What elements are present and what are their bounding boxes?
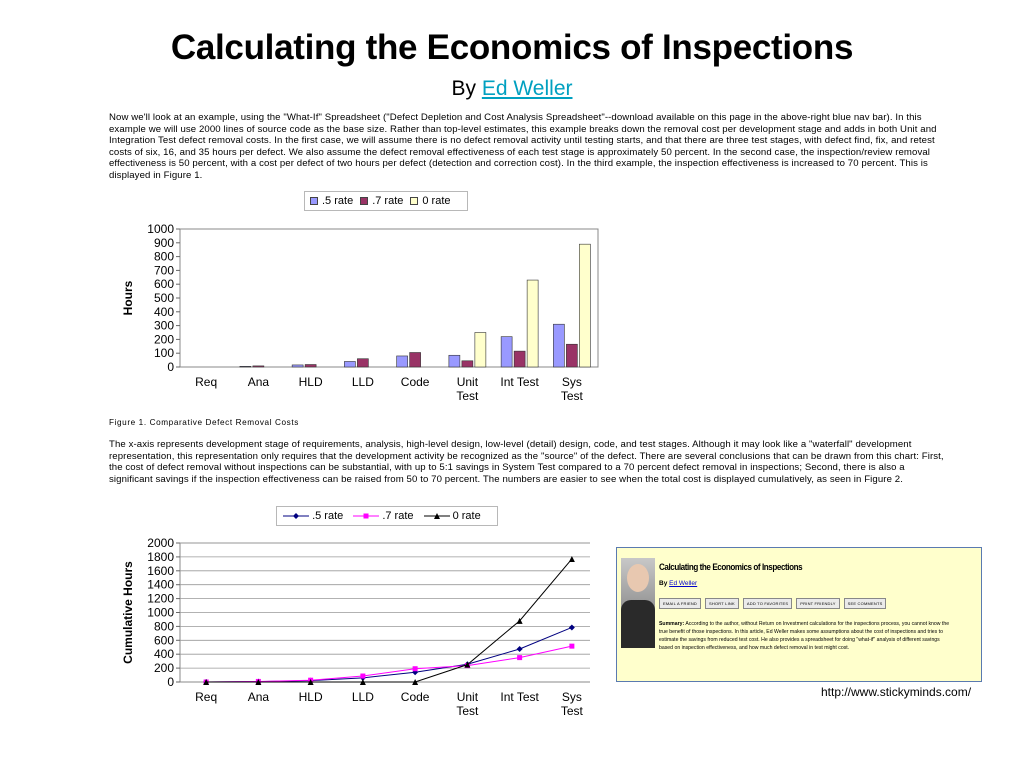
bar-chart — [110, 220, 610, 410]
bar — [462, 361, 473, 367]
legend-item — [283, 510, 343, 522]
legend-marker-0 — [283, 512, 309, 520]
legend-label: 0 rate — [422, 195, 451, 207]
y-tick-label: 1600 — [147, 563, 174, 578]
author-photo-suit — [621, 600, 655, 648]
data-point — [413, 666, 418, 671]
line-chart-legend — [276, 506, 498, 526]
add-favorites-button[interactable]: ADD TO FAVORITES — [743, 598, 792, 609]
thumbnail-title: Calculating the Economics of Inspections — [659, 562, 803, 573]
x-tick-label: Ana — [247, 375, 270, 389]
y-tick-label: 1800 — [147, 549, 174, 564]
x-tick-label: LLD — [351, 375, 374, 389]
y-tick-label: 700 — [153, 263, 174, 278]
legend-swatch-1 — [360, 197, 368, 205]
x-tick-label: Req — [195, 690, 218, 704]
data-point — [569, 644, 574, 649]
y-tick-label: 2000 — [147, 536, 174, 550]
x-tick-label: Req — [195, 375, 218, 389]
by-label: By — [451, 77, 476, 100]
x-tick-label: Unit — [456, 375, 479, 389]
y-tick-label: 500 — [153, 291, 174, 305]
x-tick-label: Int Test — [500, 375, 539, 389]
y-tick-label: 100 — [153, 346, 174, 361]
y-tick-label: 400 — [153, 647, 174, 662]
y-tick-label: 300 — [153, 318, 174, 333]
line-chart — [110, 535, 590, 720]
legend-label: .5 rate — [322, 195, 354, 207]
y-tick-label: 1000 — [147, 605, 174, 620]
x-tick-label: Code — [400, 375, 430, 389]
analysis-paragraph: The x-axis represents development stage of requirements, analysis, high-level design, low-level (detail) design, code, and test stages. Although it may look like a "waterfall" development representation, this representation only requires that the development activity be recognized as the "source" of the defect. There are several conclusions that can be drawn from this chart: First, the cost of defect removal without inspections can be substantial, with up to 5:1 savings in System Test compared to a 70 percent defect removal in inspections; Second, there is also a significant savings if the inspection effectiveness can be raised from 50 to 70 percent. The numbers are easier to see when the total cost is displayed cumulatively, as seen in Figure 2. — [109, 439, 944, 485]
x-tick-label: Test — [560, 704, 583, 718]
legend-item — [360, 195, 403, 207]
bar — [514, 351, 525, 367]
y-tick-label: 0 — [167, 360, 174, 374]
y-tick-label: 1200 — [147, 591, 174, 606]
bar — [553, 324, 564, 367]
bar — [475, 333, 486, 368]
bar — [253, 366, 264, 367]
intro-paragraph: Now we'll look at an example, using the "What-If" Spreadsheet ("Defect Depletion and Cost Analysis Spreadsheet"--download available on this page in the above-right blue nav bar). In this example we will use 2000 lines of source code as the base size. Rather than top-level estimates, this example breaks down the removal cost per development stage and adds in both Unit and Integration Test defect removal costs. In the first case, we will assume there is no defect removal activity until testing starts, and that there are three test stages, with defect find, fix, and retest costs of six, 16, and 35 hours per defect. We also assume the defect removal effectiveness of each test stage is approximately 50 percent. In the second case, the inspection/review removal effectiveness is 50 percent, with a cost per defect of two hours per defect (detection and correction cost). In the third example, the inspection effectiveness is increased to 70 percent. This is displayed in Figure 1. — [109, 112, 937, 181]
x-tick-label: Test — [560, 389, 583, 403]
bar — [410, 353, 421, 367]
thumbnail-byline — [659, 580, 697, 587]
summary-label: Summary: — [659, 621, 685, 627]
y-tick-label: 800 — [153, 619, 174, 634]
bar — [449, 355, 460, 367]
source-url[interactable]: http://www.stickyminds.com/ — [821, 685, 972, 699]
article-thumbnail — [616, 547, 982, 682]
x-tick-label: HLD — [298, 375, 323, 389]
bar — [566, 344, 577, 367]
bar — [501, 337, 512, 367]
bar — [240, 366, 251, 367]
bar — [357, 359, 368, 367]
email-friend-button[interactable]: EMAIL A FRIEND — [659, 598, 701, 609]
bar — [305, 365, 316, 367]
x-tick-label: Test — [456, 704, 479, 718]
legend-label: .7 rate — [372, 195, 404, 207]
thumbnail-button-row — [659, 598, 890, 609]
print-friendly-button[interactable]: PRINT FRIENDLY — [796, 598, 839, 609]
author-photo-face — [627, 564, 649, 592]
legend-label: .7 rate — [382, 510, 414, 522]
legend-marker-2 — [424, 512, 450, 520]
x-tick-label: HLD — [298, 690, 323, 704]
x-tick-label: Int Test — [500, 690, 539, 704]
y-tick-label: 200 — [153, 661, 174, 676]
bar — [579, 244, 590, 367]
legend-marker-1 — [353, 512, 379, 520]
data-point — [360, 674, 365, 679]
data-point — [517, 655, 522, 660]
legend-label: 0 rate — [452, 510, 481, 522]
byline — [0, 76, 1024, 102]
legend-swatch-0 — [310, 197, 318, 205]
legend-item — [424, 510, 481, 522]
legend-item — [353, 510, 413, 522]
y-tick-label: 400 — [153, 304, 174, 319]
bar-chart-legend — [304, 191, 468, 211]
summary-text: According to the author, without Return on Investment calculations for the inspections process, you cannot know the true benefit of those inspections. In this article, Ed Weller makes some assumptions about the cost of inspections and tries to estimate the savings from reduced test cost. He also provides a spreadsheet for doing "what-if" analysis of different savings based on inspection effectiveness, and how much defect removal in test might cost. — [659, 621, 950, 651]
y-tick-label: 900 — [153, 235, 174, 250]
y-axis-label: Hours — [121, 280, 135, 316]
thumbnail-summary — [659, 620, 953, 652]
x-tick-label: Code — [400, 690, 430, 704]
legend-label: .5 rate — [312, 510, 344, 522]
y-axis-label: Cumulative Hours — [121, 561, 135, 664]
bar — [344, 361, 355, 367]
y-tick-label: 800 — [153, 249, 174, 264]
legend-swatch-2 — [410, 197, 418, 205]
author-link[interactable]: Ed Weller — [481, 77, 573, 100]
bar — [527, 280, 538, 367]
y-tick-label: 1000 — [147, 222, 174, 236]
y-tick-label: 600 — [153, 277, 174, 292]
y-tick-label: 0 — [167, 675, 174, 689]
figure-caption: Figure 1. Comparative Defect Removal Costs — [109, 418, 299, 427]
legend-item — [410, 195, 450, 207]
x-tick-label: Ana — [247, 690, 270, 704]
bar — [397, 356, 408, 367]
x-tick-label: LLD — [351, 690, 374, 704]
y-tick-label: 1400 — [147, 577, 174, 592]
y-tick-label: 200 — [153, 332, 174, 347]
bar — [292, 365, 303, 367]
x-tick-label: Unit — [456, 690, 479, 704]
thumbnail-by-label: By — [659, 580, 668, 587]
thumbnail-author-link[interactable]: Ed Weller — [669, 580, 698, 587]
y-tick-label: 600 — [153, 633, 174, 648]
x-tick-label: Sys — [561, 690, 582, 704]
x-tick-label: Test — [456, 389, 479, 403]
page-title: Calculating the Economics of Inspections — [170, 28, 854, 67]
short-link-button[interactable]: SHORT LINK — [705, 598, 739, 609]
legend-item — [310, 195, 353, 207]
x-tick-label: Sys — [561, 375, 582, 389]
see-comments-button[interactable]: SEE COMMENTS — [844, 598, 887, 609]
